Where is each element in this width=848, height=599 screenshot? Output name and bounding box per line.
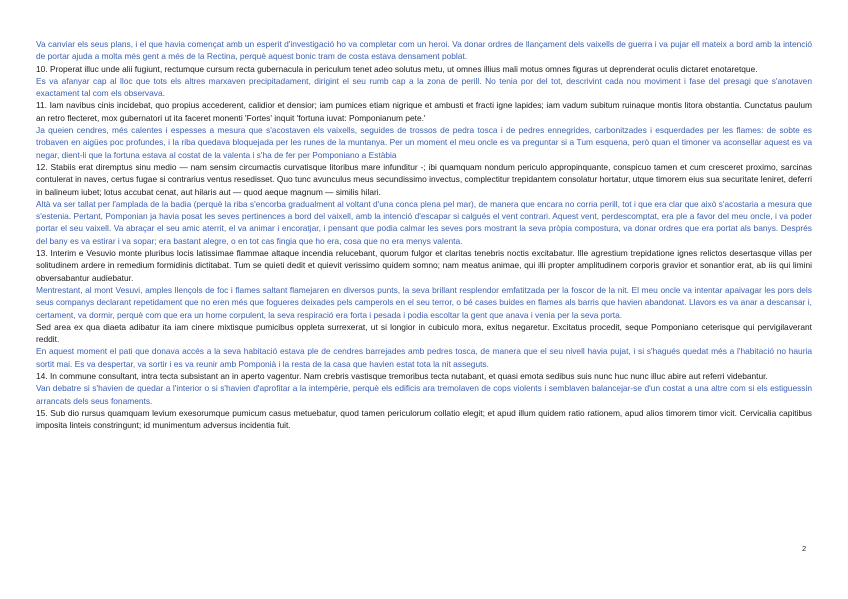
paragraph-latin: 14. In commune consultant, intra tecta subsistant an in aperto vagentur. Nam crebris vastisque tremoribus tecta nutabant, et quasi emota sedibus suis nunc huc nunc illuc abire aut referri videbantur. — [36, 371, 768, 382]
paragraph-translation: En aquest moment el pati que donava accés a la seva habitació estava ple de cendres barrejades amb pedres tosca, de manera que el seu nivell havia pujat, i si s'hagués quedat més a l'habitació no hauria sortit mai. Es va despertar, va sortir i es va reunir amb Pomponià i la resta de la casa que havien estat tota la nit asseguts. — [36, 346, 812, 369]
paragraph-translation: Van debatre si s'havien de quedar a l'interior o si s'havien d'aprofitar a la intempèrie, perquè els edificis ara tremolaven de cops violents i semblaven balancejar-se d'un costat a una altre com si els estiguessin arrancats dels seus fonaments. — [36, 383, 812, 406]
document-body — [36, 38, 812, 432]
paragraph-translation: Ja queien cendres, més calentes i espesses a mesura que s'acostaven els vaixells, seguides de trossos de pedra tosca i de pedres ennegrides, carbonitzades i esquerdades per les flames: de sobte es trobaven en aigües poc profundes, i la riba quedava bloquejada per les runes de la muntanya. Per un moment el meu oncle es va preguntar si a Tum esquena, però quan el timoner va aconsellar aquest es va negar, dient-li que la fortuna estava al costat de la valenta i s'ha de fer per Pomponiano a Estàbia — [36, 125, 812, 160]
paragraph-latin: 10. Properat illuc unde alii fugiunt, rectumque cursum recta gubernacula in periculum tenet adeo solutus metu, ut omnes illius mali motus omnes figuras ut deprenderat oculis dictaret enotaretque. — [36, 63, 758, 74]
paragraph-translation: Mentrestant, al mont Vesuvi, amples llençols de foc i flames saltant flamejaren en diversos punts, la seva brillant resplendor emfatitzada per la foscor de la nit. El meu oncle va intentar apaivagar les pors dels seus companys declarant repetidament que no eren més que fogueres deixades pels camperols en el seu terror, o bé cases buides en flames als barris que havien abandonat. Llavors es va anar a descansar i, certament, va dormir, perquè com que era un home corpulent, la seva respiració era forta i pesada i podia escoltar la gent que anava i venia per la seva porta. — [36, 284, 812, 320]
paragraph-latin: 15. Sub dio rursus quamquam levium exesorumque pumicum casus metuebatur, quod tamen periculorum collatio elegit; et apud illum quidem ratio rationem, apud alios timorem timor vicit. Cervicalia capitibus imposita linteis constringunt; id munimentum adversus incidentia fuit. — [36, 407, 812, 431]
paragraph-latin: Sed area ex qua diaeta adibatur ita iam cinere mixtisque pumicibus oppleta surrexerat, ut si longior in cubiculo mora, exitus negaretur. Excitatus procedit, seque Pomponiano ceterisque qui pervigilaverant reddit. — [36, 321, 812, 345]
paragraph-latin: 12. Stabiis erat diremptus sinu medio — nam sensim circumactis curvatisque litoribus mare infunditur -; ibi quamquam nondum periculo appropinquante, conspicuo tamen et cum cresceret proximo, sarcinas contulerat in naves, certus fugae si contrarius ventus resedisset. Quo tunc avunculus meus secundissimo invectus, complectitur trepidantem consolatur hortatur, utque timorem eius sua securitate leniret, deferri in balineum iubet; lotus accubat cenat, aut hilaris aut — quod aeque magnum — similis hilari. — [36, 161, 812, 197]
paragraph-translation: Va canviar els seus plans, i el que havia començat amb un esperit d'investigació ho va completar com un heroi. Va donar ordres de llançament dels vaixells de guerra i va pujar ell mateix a bord amb la intenció de portar ajuda a molta més gent a més de la Rectina, perquè aquest bonic tram de costa estava densament poblat. — [36, 39, 812, 62]
paragraph-translation: Es va afanyar cap al lloc que tots els altres marxaven precipitadament, dirigint el seu rumb cap a la zona de perill. No tenia por del tot, descrivint cada nou moviment i fase del presagi que s'anotaven exactament tal com els observava. — [36, 75, 812, 99]
page-number: 2 — [802, 544, 807, 553]
paragraph-latin: 11. Iam navibus cinis incidebat, quo propius accederent, calidior et densior; iam pumices etiam nigrique et ambusti et fracti igne lapides; iam vadum subitum ruinaque montis litora obstantia. Cunctatus paulum an retro flecteret, mox gubernatori ut ita faceret monenti 'Fortes' inquit 'fortuna iuvat: Pomponianum pete.' — [36, 100, 812, 123]
paragraph-latin: 13. Interim e Vesuvio monte pluribus locis latissimae flammae altaque incendia relucebant, quorum fulgor et claritas tenebris noctis excitabatur. Ille agrestium trepidatione ignes relictos desertasque villas per solitudinem ardere in remedium formidinis dictitabat. Tum se quieti dedit et quievit verissimo quidem somno; nam meatus animae, qui illi propter amplitudinem corporis gravior et sonantior erat, ab iis qui limini obversabantur audiebatur. — [36, 248, 812, 283]
paragraph-translation: Altà va ser tallat per l'amplada de la badia (perquè la riba s'encorba gradualment al voltant d'una conca plena pel mar), de manera que encara no corria perill, tot i que era clar que això s'acostaria a mesura que s'estenia. Pertant, Pomponian ja havia posat les seves pertinences a bord del vaixell, amb la intenció d'escapar si calgués el vent contrari. Aquest vent, perdescomptat, era ple a favor del meu oncle, i va poder portar el seu vaixell. Va abraçar el seu amic aterrit, el va animar i encoratjar, i pensant que podia calmar les seves pors mostrant la seva pròpia compostura, va donar ordres que era portat als banys. Després del bany es va estirar i va sopar; era bastant alegre, o en tot cas fingia que ho era, cosa que no era menys valenta. — [36, 198, 812, 246]
